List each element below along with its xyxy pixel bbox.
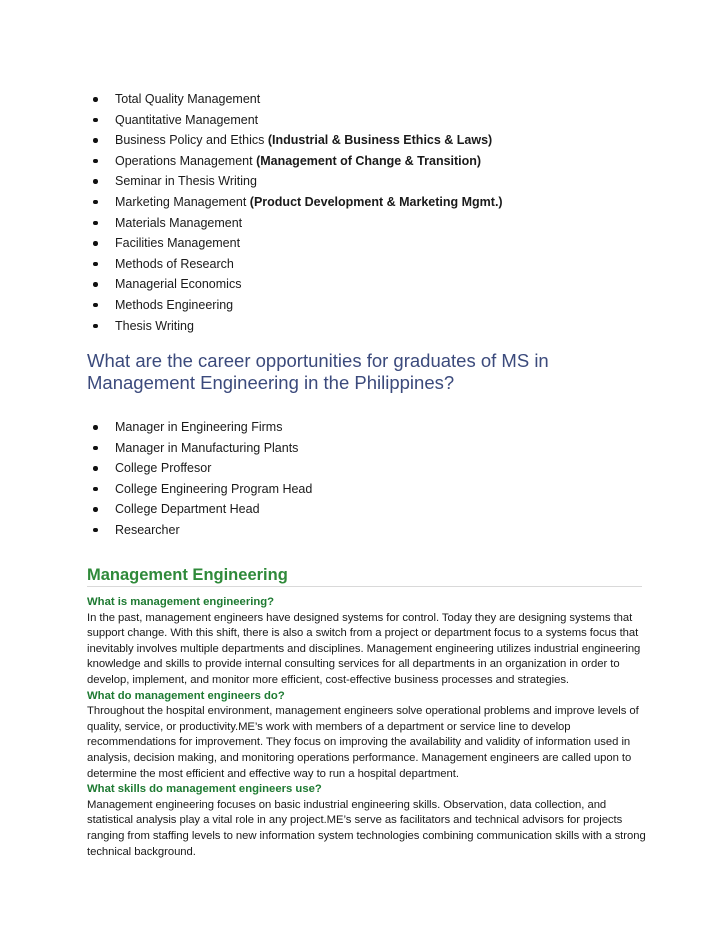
career-list: [86, 417, 312, 541]
list-item: Thesis Writing: [86, 316, 503, 337]
answer-paragraph: Throughout the hospital environment, management engineers solve operational problems and improve levels of quality, service, or productivity.ME’s work with members of a department or service line to develop recommendations for improvement. They focus on improving the availability and validity of information used in analysis, decision making, and monitoring operations performance. Management engineers are called upon to determine the most efficient and effective way to run a hospital department.: [87, 705, 639, 780]
list-item: Seminar in Thesis Writing: [86, 171, 503, 192]
list-item: Business Policy and Ethics (Industrial & Business Ethics & Laws): [86, 130, 503, 151]
article-body: [87, 595, 647, 860]
list-item: Methods Engineering: [86, 295, 503, 316]
question-heading: What do management engineers do?: [87, 689, 285, 702]
career-heading: What are the career opportunities for graduates of MS in Management Engineering in the Philippines?: [87, 350, 549, 393]
list-item: Facilities Management: [86, 233, 503, 254]
list-item: Researcher: [86, 520, 312, 541]
list-item: Operations Management (Management of Change & Transition): [86, 151, 503, 172]
list-item: Marketing Management (Product Development & Marketing Mgmt.): [86, 192, 503, 213]
list-item: College Department Head: [86, 499, 312, 520]
answer-paragraph: In the past, management engineers have designed systems for control. Today they are designing systems that support change. With this shift, there is also a switch from a project or department focus to a systems focus that inevitably involves multiple departments and disciplines. Management engineering utilizes industrial engineering knowledge and skills to provide internal consulting services for all departments in an organization in order to develop, implement, and monitor more efficient, cost-effective business processes and strategies.: [87, 611, 641, 686]
list-item: Quantitative Management: [86, 110, 503, 131]
list-item: Total Quality Management: [86, 89, 503, 110]
question-heading: What is management engineering?: [87, 596, 275, 608]
list-item: Methods of Research: [86, 254, 503, 275]
management-engineering-heading: Management Engineering: [87, 565, 642, 587]
list-item: College Engineering Program Head: [86, 479, 312, 500]
list-item: Manager in Manufacturing Plants: [86, 438, 312, 459]
course-list: [86, 89, 503, 336]
list-item: Materials Management: [86, 213, 503, 234]
list-item: Manager in Engineering Firms: [86, 417, 312, 438]
list-item: Managerial Economics: [86, 274, 503, 295]
question-heading: What skills do management engineers use?: [87, 783, 322, 796]
answer-paragraph: Management engineering focuses on basic industrial engineering skills. Observation, data collection, and statistical analysis play a vital role in any project.ME’s serve as facilitators and technical advisors for projects ranging from staffing levels to new information system technologies combining communication skills with a strong technical background.: [87, 798, 646, 858]
list-item: College Proffesor: [86, 458, 312, 479]
